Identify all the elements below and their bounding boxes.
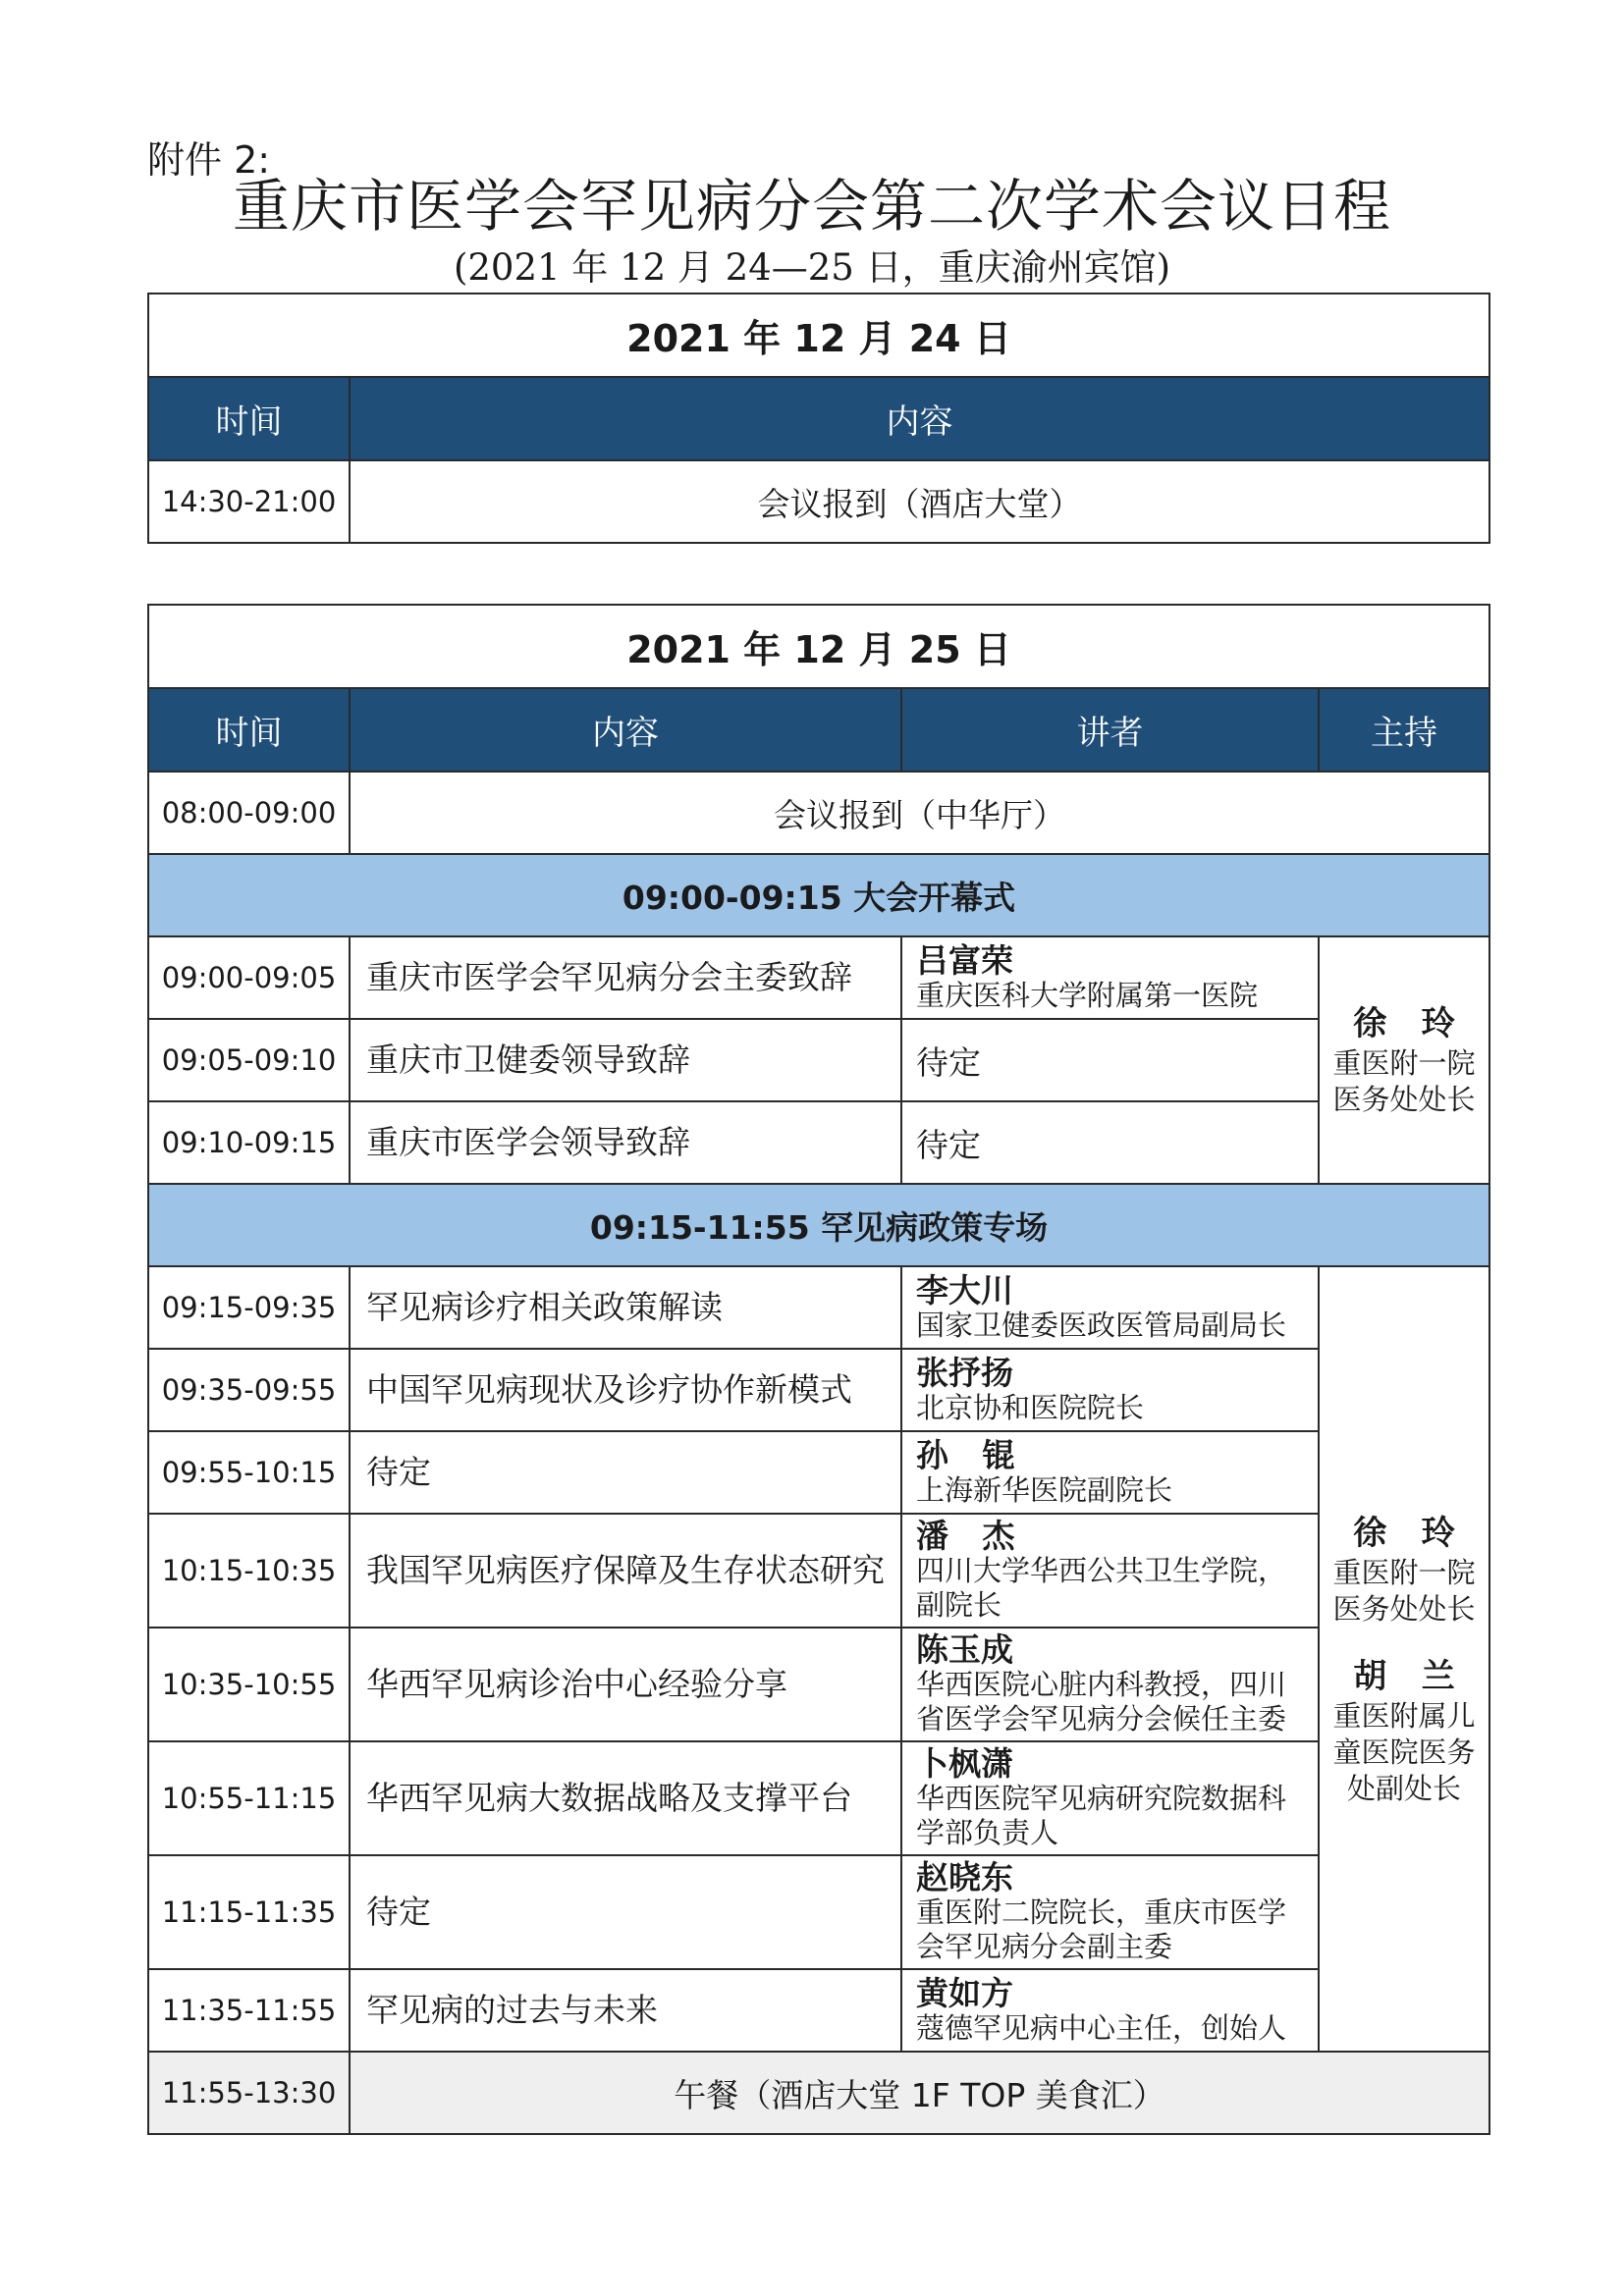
table-row: [148, 1101, 1489, 1184]
row-content: 罕见病诊疗相关政策解读: [350, 1266, 901, 1349]
speaker-title: 北京协和医院院长: [916, 1390, 1145, 1424]
table-row: [148, 1855, 1489, 1969]
speaker-cell: [901, 1628, 1319, 1741]
day1-date-row: [148, 294, 1489, 377]
row-content: 会议报到（酒店大堂）: [350, 460, 1489, 543]
day1-header-row: [148, 377, 1489, 460]
day2-schedule-table: [147, 604, 1490, 2135]
speaker-name: 陈玉成: [916, 1630, 1013, 1669]
speaker-name: 孙 锟: [916, 1435, 1015, 1474]
row-time: 11:15-11:35: [148, 1855, 350, 1969]
speaker-name: 张抒扬: [916, 1353, 1013, 1392]
speaker-cell: [901, 1266, 1319, 1349]
section-title: 09:15-11:55 罕见病政策专场: [148, 1184, 1489, 1266]
row-time: 10:55-11:15: [148, 1741, 350, 1855]
row-time: 09:15-09:35: [148, 1266, 350, 1349]
speaker-name: 待定: [916, 1125, 981, 1164]
speaker-title: 华西医院心脏内科教授，四川省医学会罕见病分会候任主委: [916, 1668, 1287, 1735]
speaker-name: 赵晓东: [916, 1858, 1013, 1896]
row-content: 重庆市医学会罕见病分会主委致辞: [350, 936, 901, 1019]
host-cell: [1319, 936, 1489, 1184]
speaker-cell: [901, 1969, 1319, 2052]
table-row: [148, 936, 1489, 1019]
speaker-title: 国家卫健委医政医管局副局长: [916, 1308, 1287, 1342]
row-time: 09:05-09:10: [148, 1019, 350, 1101]
speaker-name: 卜枫潇: [916, 1744, 1013, 1783]
table-row: [148, 460, 1489, 543]
speaker-cell: [901, 936, 1319, 1019]
table-row: [148, 1514, 1489, 1628]
day1-date: 2021 年 12 月 24 日: [148, 294, 1489, 377]
day2-date: 2021 年 12 月 25 日: [148, 605, 1489, 688]
row-content: 会议报到（中华厅）: [350, 772, 1489, 854]
row-time: 08:00-09:00: [148, 772, 350, 854]
host-title: 重医附属儿童医院医务处副处长: [1332, 1698, 1476, 1805]
speaker-cell: [901, 1741, 1319, 1855]
host-name: 徐 玲: [1353, 1513, 1455, 1553]
row-content: 重庆市卫健委领导致辞: [350, 1019, 901, 1101]
row-content: 午餐（酒店大堂 1F TOP 美食汇）: [350, 2052, 1489, 2134]
day2-header-row: [148, 688, 1489, 772]
speaker-title: 重庆医科大学附属第一医院: [916, 978, 1259, 1012]
day1-header-time: 时间: [148, 377, 350, 460]
speaker-name: 吕富荣: [916, 940, 1013, 980]
speaker-cell: [901, 1855, 1319, 1969]
day2-header-speaker: 讲者: [901, 688, 1319, 772]
table-row: [148, 1266, 1489, 1349]
host-cell: [1319, 1266, 1489, 2052]
row-time: 11:55-13:30: [148, 2052, 350, 2134]
speaker-title: 上海新华医院副院长: [916, 1472, 1173, 1507]
speaker-name: 黄如方: [916, 1973, 1013, 2012]
row-time: 11:35-11:55: [148, 1969, 350, 2052]
table-row-registration: [148, 772, 1489, 854]
host-name: 胡 兰: [1353, 1656, 1455, 1696]
speaker-cell: [901, 1349, 1319, 1431]
day2-header-host: 主持: [1319, 688, 1489, 772]
speaker-title: 四川大学华西公共卫生学院，副院长: [916, 1554, 1287, 1622]
table-row: [148, 1349, 1489, 1431]
row-content: 待定: [350, 1431, 901, 1514]
row-content: 华西罕见病大数据战略及支撑平台: [350, 1741, 901, 1855]
row-content: 中国罕见病现状及诊疗协作新模式: [350, 1349, 901, 1431]
table-row: [148, 1431, 1489, 1514]
speaker-cell: [901, 1431, 1319, 1514]
row-time: 09:10-09:15: [148, 1101, 350, 1184]
row-time: 14:30-21:00: [148, 460, 350, 543]
document-title: 重庆市医学会罕见病分会第二次学术会议日程: [232, 173, 1391, 240]
table-row: [148, 1969, 1489, 2052]
speaker-title: 华西医院罕见病研究院数据科学部负责人: [916, 1782, 1287, 1849]
row-content: 罕见病的过去与未来: [350, 1969, 901, 2052]
row-time: 10:35-10:55: [148, 1628, 350, 1741]
row-content: 重庆市医学会领导致辞: [350, 1101, 901, 1184]
speaker-name: 李大川: [916, 1270, 1013, 1309]
speaker-cell: [901, 1019, 1319, 1101]
section-header-policy: [148, 1184, 1489, 1266]
speaker-title: 蔻德罕见病中心主任，创始人: [916, 2010, 1287, 2045]
speaker-cell: [901, 1101, 1319, 1184]
attachment-label: 附件 2:: [147, 138, 271, 182]
table-row: [148, 1628, 1489, 1741]
speaker-name: 待定: [916, 1042, 981, 1082]
document-subtitle: (2021 年 12 月 24—25 日，重庆渝州宾馆): [453, 246, 1171, 289]
row-content: 我国罕见病医疗保障及生存状态研究: [350, 1514, 901, 1628]
host-title: 重医附一院医务处处长: [1332, 1046, 1476, 1116]
row-content: 待定: [350, 1855, 901, 1969]
speaker-name: 潘 杰: [916, 1517, 1015, 1555]
row-time: 09:55-10:15: [148, 1431, 350, 1514]
row-time: 09:00-09:05: [148, 936, 350, 1019]
row-time: 10:15-10:35: [148, 1514, 350, 1628]
day2-date-row: [148, 605, 1489, 688]
speaker-cell: [901, 1514, 1319, 1628]
day2-header-time: 时间: [148, 688, 350, 772]
section-title: 09:00-09:15 大会开幕式: [148, 854, 1489, 936]
table-row-lunch: [148, 2052, 1489, 2134]
section-header-opening: [148, 854, 1489, 936]
table-row: [148, 1019, 1489, 1101]
speaker-title: 重医附二院院长，重庆市医学会罕见病分会副主委: [916, 1896, 1287, 1963]
host-title: 重医附一院医务处处长: [1332, 1555, 1476, 1626]
table-row: [148, 1741, 1489, 1855]
day1-header-content: 内容: [350, 377, 1489, 460]
day2-header-content: 内容: [350, 688, 901, 772]
row-content: 华西罕见病诊治中心经验分享: [350, 1628, 901, 1741]
row-time: 09:35-09:55: [148, 1349, 350, 1431]
host-name: 徐 玲: [1353, 1004, 1455, 1043]
day1-schedule-table: [147, 293, 1490, 544]
